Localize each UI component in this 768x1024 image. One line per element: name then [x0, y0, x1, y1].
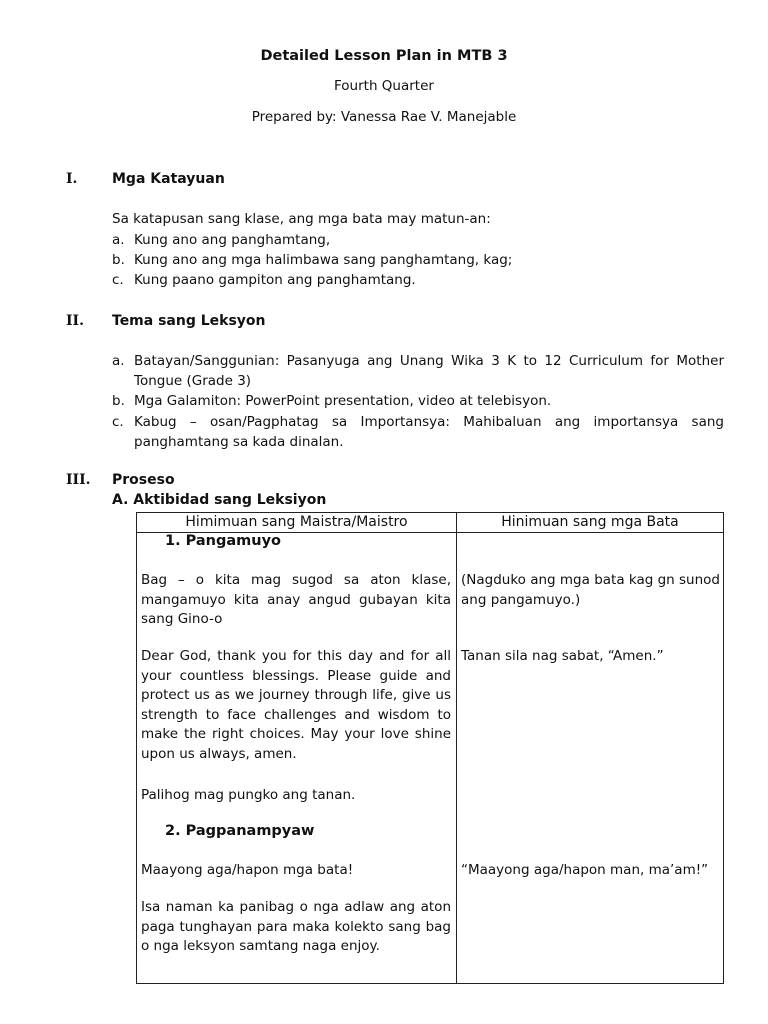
list-marker: a. — [112, 232, 125, 248]
section-3-numeral: III. — [66, 472, 91, 488]
list-text: Mga Galamiton: PowerPoint presentation, video at telebisyon. — [134, 393, 552, 409]
list-marker: c. — [112, 414, 124, 430]
table-header-row — [137, 513, 724, 533]
teacher-column-header: Himimuan sang Maistra/Maistro — [137, 513, 457, 533]
section-2-heading: Tema sang Leksyon — [112, 313, 266, 329]
section-3-subheading: A. Aktibidad sang Leksiyon — [112, 492, 327, 508]
table-row — [137, 533, 724, 984]
section-1-numeral: I. — [66, 171, 78, 187]
list-text: Kung ano ang panghamtang, — [134, 232, 331, 248]
student-response: Tanan sila nag sabat, “Amen.” — [461, 648, 664, 664]
list-marker: b. — [112, 393, 125, 409]
teacher-paragraph: Palihog mag pungko ang tanan. — [141, 787, 356, 803]
prepared-by: Prepared by: Vanessa Rae V. Manejable — [251, 109, 517, 125]
list-marker: a. — [112, 353, 125, 369]
student-response: “Maayong aga/hapon man, ma’am!” — [461, 862, 709, 878]
list-marker: b. — [112, 252, 125, 268]
list-text: Kung ano ang mga halimbawa sang panghamtang, kag; — [134, 252, 513, 268]
teacher-paragraph: Maayong aga/hapon mga bata! — [141, 862, 354, 878]
step-2-heading: 2. Pagpanampyaw — [165, 823, 315, 839]
list-item — [112, 412, 724, 452]
list-item — [112, 391, 724, 411]
teacher-paragraph: Isa naman ka panibag o nga adlaw ang aton paga tunghayan para maka kolekto sang bag o nga leksyon samtang naga enjoy. — [141, 899, 451, 954]
section-1-intro: Sa katapusan sang klase, ang mga bata may matun-an: — [112, 211, 491, 227]
list-item — [112, 270, 724, 290]
students-cell — [457, 533, 724, 984]
list-item — [112, 250, 724, 270]
step-1-heading: 1. Pangamuyo — [165, 533, 281, 549]
section-1-heading: Mga Katayuan — [112, 171, 225, 187]
list-marker: c. — [112, 272, 124, 288]
teacher-paragraph: Bag – o kita mag sugod sa aton klase, mangamuyo kita anay angud gubayan kita sang Gino-o — [141, 572, 451, 627]
list-text: Kung paano gampiton ang panghamtang. — [134, 272, 416, 288]
section-3-heading: Proseso — [112, 472, 175, 488]
student-response: (Nagduko ang mga bata kag gn sunod ang pangamuyo.) — [461, 572, 720, 608]
students-column-header: Hinimuan sang mga Bata — [457, 513, 724, 533]
list-item — [112, 351, 724, 391]
section-2-numeral: II. — [66, 313, 84, 329]
list-item — [112, 230, 724, 250]
document-title: Detailed Lesson Plan in MTB 3 — [260, 48, 508, 64]
list-text: Batayan/Sanggunian: Pasanyuga ang Unang Wika 3 K to 12 Curriculum for Mother Tongue (Grade 3) — [134, 353, 724, 389]
activity-table — [136, 512, 724, 984]
list-text: Kabug – osan/Pagphatag sa Importansya: Mahibaluan ang importansya sang panghamtang sa kada dinalan. — [134, 414, 724, 450]
quarter-label: Fourth Quarter — [334, 78, 434, 94]
teacher-cell — [137, 533, 457, 984]
prayer-paragraph: Dear God, thank you for this day and for all your countless blessings. Please guide and protect us as we journey through life, give us strength to face challenges and wisdom to make the right choices. May your love shine upon us always, amen. — [141, 648, 451, 762]
